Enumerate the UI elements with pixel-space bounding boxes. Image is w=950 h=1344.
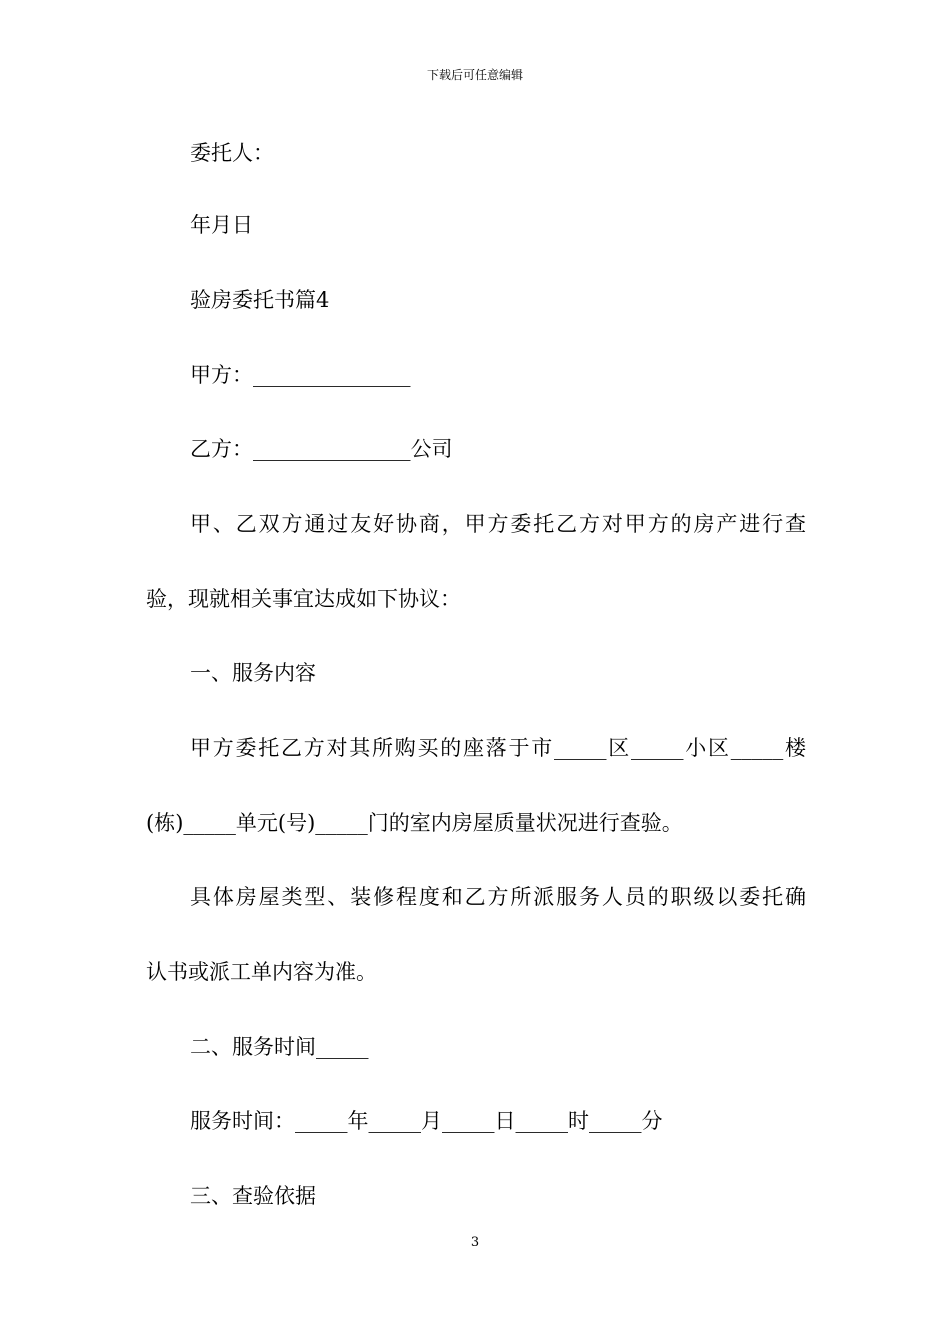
service-time-line: 服务时间：_____年_____月_____日_____时_____分 bbox=[190, 1109, 663, 1133]
section-3-heading: 三、查验依据 bbox=[190, 1184, 316, 1208]
section-1-paragraph-1-line-2: (栋)_____单元(号)_____门的室内房屋质量状况进行查验。 bbox=[146, 811, 683, 835]
section-1-heading: 一、服务内容 bbox=[190, 661, 316, 685]
date-line: 年月日 bbox=[190, 213, 253, 237]
section-2-heading: 二、服务时间_____ bbox=[190, 1035, 369, 1059]
section-1-paragraph-2-line-2: 认书或派工单内容为准。 bbox=[146, 960, 377, 984]
section-1-paragraph-1-line-1: 甲方委托乙方对其所购买的座落于市_____区_____小区_____楼 bbox=[190, 736, 806, 760]
party-a-line: 甲方：_______________ bbox=[190, 363, 411, 387]
party-b-line: 乙方：_______________公司 bbox=[190, 437, 453, 461]
page-header: 下载后可任意编辑 bbox=[426, 68, 523, 82]
entrustor-label: 委托人： bbox=[190, 141, 274, 165]
intro-paragraph-line-1: 甲、乙双方通过友好协商，甲方委托乙方对甲方的房产进行查 bbox=[190, 512, 806, 536]
document-title: 验房委托书篇4 bbox=[190, 288, 330, 312]
section-1-paragraph-2-line-1: 具体房屋类型、装修程度和乙方所派服务人员的职级以委托确 bbox=[190, 885, 806, 909]
intro-paragraph-line-2: 验，现就相关事宜达成如下协议： bbox=[146, 587, 461, 611]
page-number: 3 bbox=[470, 1235, 480, 1250]
